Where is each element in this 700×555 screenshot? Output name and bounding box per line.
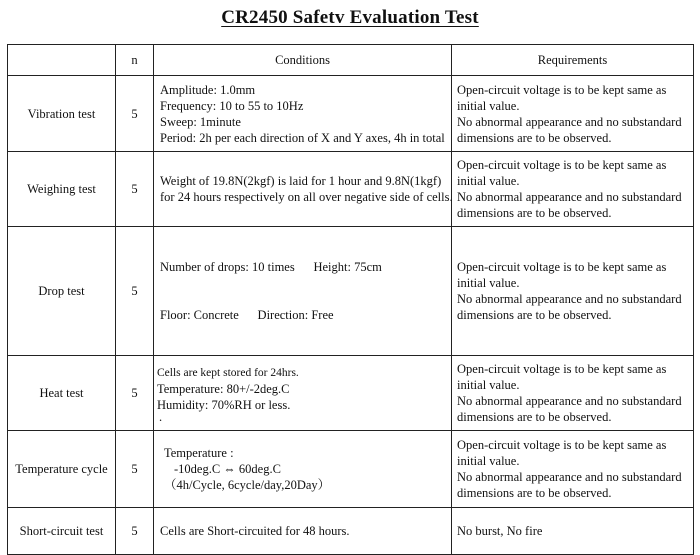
condition-line: （4h/Cycle, 6cycle/day,20Day）: [164, 478, 331, 492]
condition-line: -10deg.C ⇔ 60deg.C: [174, 462, 281, 476]
condition-line: Number of drops: 10 times Height: 75cm: [160, 260, 382, 274]
requirements-cell: [452, 356, 694, 431]
requirement-line: No abnormal appearance and no substandard: [457, 292, 682, 306]
sample-count: 5: [116, 227, 154, 356]
requirement-line: dimensions are to be observed.: [457, 308, 612, 322]
requirement-line: dimensions are to be observed.: [457, 130, 612, 145]
requirements-cell: [452, 431, 694, 508]
requirement-line: Open-circuit voltage is to be kept same as: [457, 362, 667, 376]
sample-count: 5: [116, 76, 154, 152]
condition-line: Humidity: 70%RH or less.: [157, 398, 291, 412]
test-name: Drop test: [8, 227, 116, 356]
requirement-line: Open-circuit voltage is to be kept same as: [457, 438, 667, 452]
requirements-cell: [452, 152, 694, 227]
requirement-line: Open-circuit voltage is to be kept same as: [457, 158, 667, 172]
requirement-line: No abnormal appearance and no substandard: [457, 190, 682, 204]
header-n: n: [116, 45, 154, 76]
test-name: Vibration test: [8, 76, 116, 152]
requirements-cell: [452, 76, 694, 152]
document-title: CR2450 Safetv Evaluation Test: [221, 7, 479, 28]
conditions-cell: [154, 431, 452, 508]
requirements-cell: [452, 508, 694, 555]
requirement-line: initial value.: [457, 378, 520, 392]
requirement-line: No burst, No fire: [457, 524, 543, 538]
conditions-cell: [154, 227, 452, 356]
requirement-line: No abnormal appearance and no substandard: [457, 470, 682, 484]
condition-line: Temperature :: [164, 446, 234, 460]
header-conditions: Conditions: [154, 45, 452, 76]
requirement-line: No abnormal appearance and no substandard: [457, 394, 682, 408]
requirement-line: initial value.: [457, 174, 520, 188]
condition-line: Temperature: 80+/-2deg.C: [157, 382, 290, 396]
sample-count: 5: [116, 431, 154, 508]
condition-line: Frequency: 10 to 55 to 10Hz: [160, 98, 304, 113]
table-row: [8, 431, 694, 508]
requirement-line: Open-circuit voltage is to be kept same as: [457, 260, 667, 274]
requirement-line: dimensions are to be observed.: [457, 410, 612, 424]
condition-line: Floor: Concrete Direction: Free: [160, 308, 334, 322]
sample-count: 5: [116, 508, 154, 555]
test-name: Heat test: [8, 356, 116, 431]
condition-line: Cells are kept stored for 24hrs.: [157, 367, 299, 379]
requirement-line: initial value.: [457, 276, 520, 290]
test-name: Temperature cycle: [8, 431, 116, 508]
condition-line: Weight of 19.8N(2kgf) is laid for 1 hour and 9.8N(1kgf): [160, 174, 442, 188]
sample-count: 5: [116, 356, 154, 431]
conditions-cell: [154, 152, 452, 227]
requirements-cell: [452, 227, 694, 356]
requirement-line: dimensions are to be observed.: [457, 206, 612, 220]
safety-evaluation-table: [7, 44, 694, 555]
conditions-cell: [154, 356, 452, 431]
condition-line: Amplitude: 1.0mm: [160, 82, 256, 97]
table-row: [8, 76, 694, 152]
requirement-line: initial value.: [457, 98, 520, 113]
sample-count: 5: [116, 152, 154, 227]
requirement-line: initial value.: [457, 454, 520, 468]
condition-line: Cells are Short-circuited for 48 hours.: [160, 524, 350, 538]
table-row: [8, 356, 694, 431]
requirement-line: dimensions are to be observed.: [457, 486, 612, 500]
table-row: [8, 152, 694, 227]
test-name: Short-circuit test: [8, 508, 116, 555]
header-test: [8, 45, 116, 76]
table-row: [8, 227, 694, 356]
requirement-line: Open-circuit voltage is to be kept same as: [457, 82, 667, 97]
requirement-line: No abnormal appearance and no substandard: [457, 114, 682, 129]
condition-line: Period: 2h per each direction of X and Y axes, 4h in total: [160, 130, 445, 145]
conditions-cell: [154, 76, 452, 152]
header-row: [8, 45, 694, 76]
condition-line: Sweep: 1minute: [160, 114, 241, 129]
condition-line: .: [159, 410, 163, 424]
test-name: Weighing test: [8, 152, 116, 227]
conditions-cell: [154, 508, 452, 555]
condition-line: for 24 hours respectively on all over negative side of cells.: [160, 190, 453, 204]
header-requirements: Requirements: [452, 45, 694, 76]
table-row: [8, 508, 694, 555]
